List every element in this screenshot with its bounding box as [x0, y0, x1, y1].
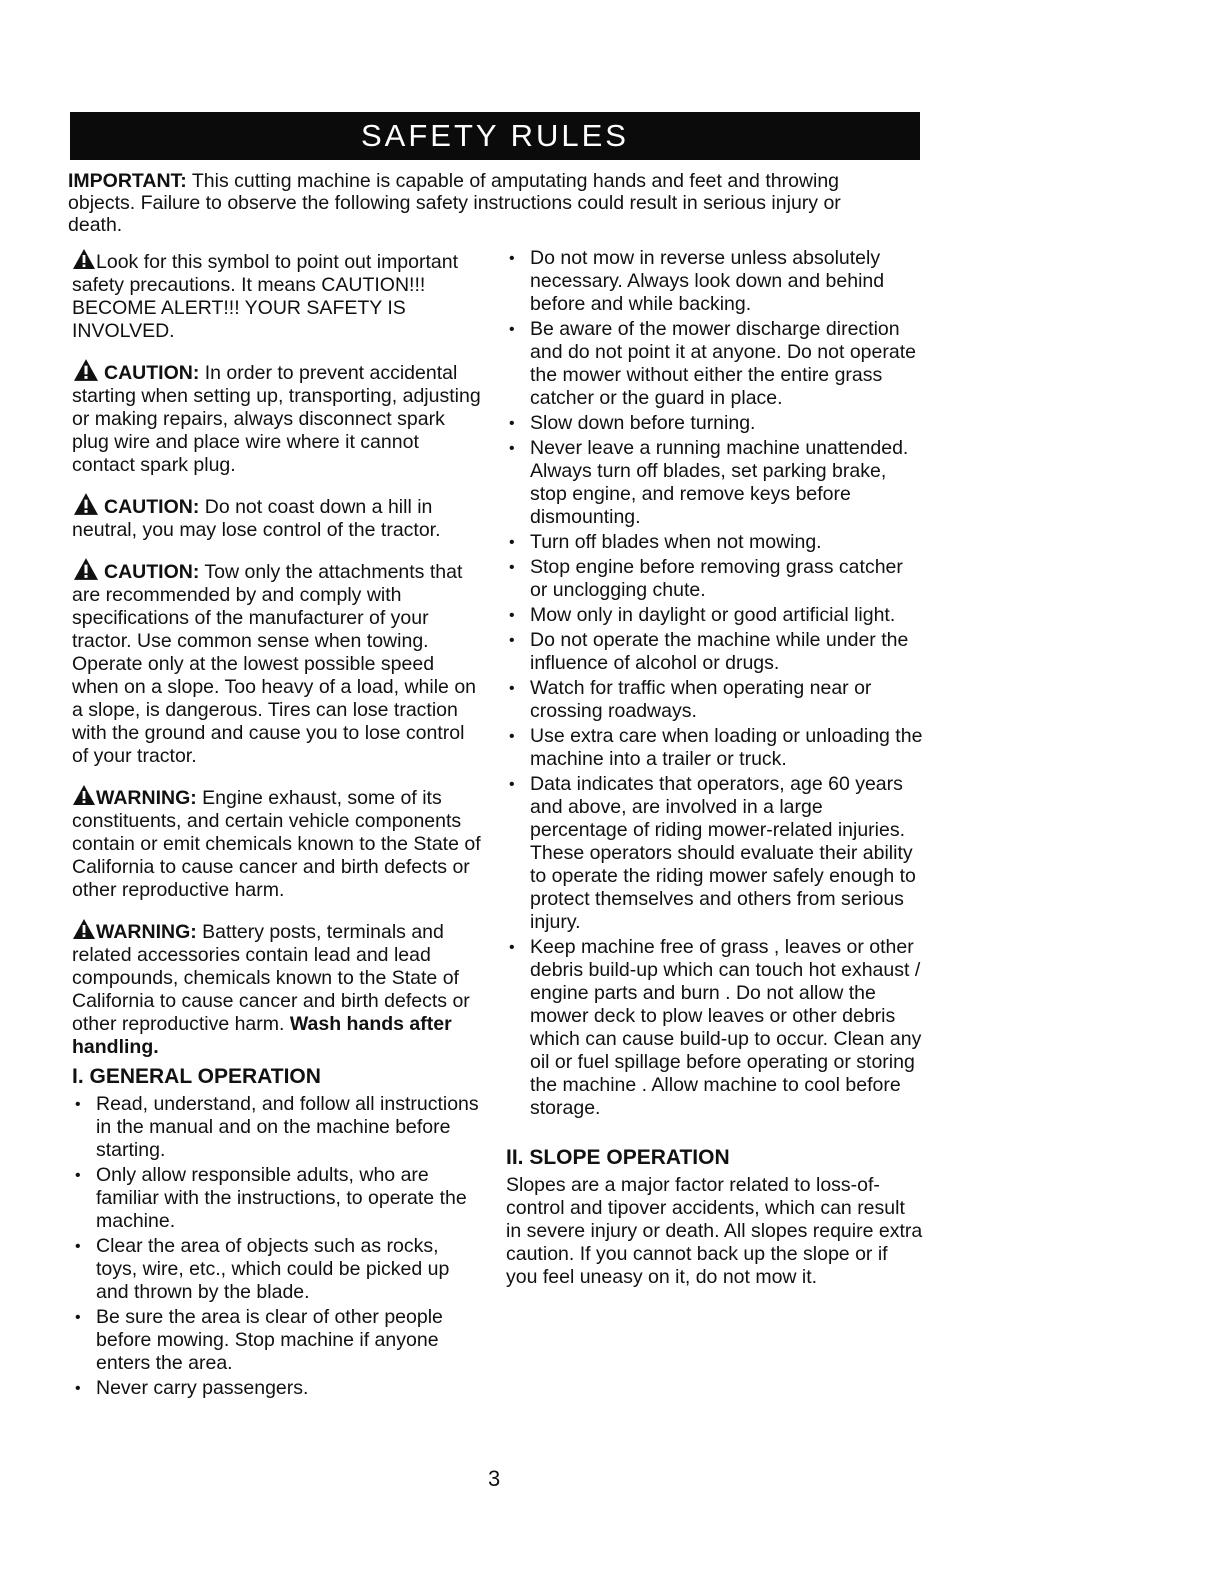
list-item: • Read, understand, and follow all instructions in the manual and on the machine before starting. [72, 1093, 482, 1162]
caution-label: CAUTION: [104, 362, 200, 384]
warning-triangle-icon [72, 917, 96, 941]
caution-block [72, 557, 482, 768]
warning-triangle-icon [72, 247, 96, 271]
right-column [506, 247, 924, 1304]
important-text: This cutting machine is capable of amputating hands and feet and throwing objects. Failure to observe the following safety instructions could result in serious injury or death. [68, 170, 841, 236]
list-item: • Do not mow in reverse unless absolutely necessary. Always look down and behind before and while backing. [506, 247, 924, 316]
list-item: • Only allow responsible adults, who are familiar with the instructions, to operate the machine. [72, 1164, 482, 1233]
caution-text: Tow only the attachments that are recommended by and comply with specifications of the manufacturer of your tractor. Use common sense when towing. Operate only at the lowest possible speed when on a slope. Too heavy of a load, while on a slope, is dangerous. Tires can lose traction with the ground and cause you to lose control of your tractor. [72, 561, 477, 767]
list-item: • Turn off blades when not mowing. [506, 531, 924, 554]
warning-label: WARNING: [96, 787, 197, 809]
list-item: • Clear the area of objects such as rocks, toys, wire, etc., which could be picked up and thrown by the blade. [72, 1235, 482, 1304]
warning-text: Battery posts, terminals and related accessories contain lead and lead compounds, chemicals known to the State of California to cause cancer and birth defects or other reproductive harm. [72, 921, 470, 1035]
important-label: IMPORTANT: [68, 170, 187, 192]
warning-triangle-icon [72, 783, 96, 807]
list-item: • Data indicates that operators, age 60 years and above, are involved in a large percentage of riding mower-related injuries. These operators should evaluate their ability to operate the riding mower safely enough to protect themselves and others from serious injury. [506, 773, 924, 934]
section-banner [70, 112, 920, 160]
caution-text: In order to prevent accidental starting when setting up, transporting, adjusting or making repairs, always disconnect spark plug wire and place wire where it cannot contact spark plug. [72, 362, 481, 476]
warning-block [72, 783, 482, 902]
important-notice [68, 170, 888, 236]
list-item: • Never leave a running machine unattended. Always turn off blades, set parking brake, stop engine, and remove keys before dismounting. [506, 437, 924, 529]
symbol-note-text: Look for this symbol to point out important safety precautions. It means CAUTION!!! BECOME ALERT!!! YOUR SAFETY IS INVOLVED. [72, 251, 459, 342]
list-item: • Keep machine free of grass , leaves or other debris build-up which can touch hot exhaust / engine parts and burn . Do not allow the mower deck to plow leaves or other debris which can cause build-up to occur. Clean any oil or fuel spillage before operating or storing the machine . Allow machine to cool before storage. [506, 936, 924, 1120]
caution-label: CAUTION: [104, 496, 200, 518]
slope-operation-heading: II. SLOPE OPERATION [506, 1146, 730, 1169]
warning-block [72, 917, 482, 1059]
general-operation-list-continued [506, 247, 924, 1120]
symbol-note [72, 247, 482, 343]
list-item: • Do not operate the machine while under the influence of alcohol or drugs. [506, 629, 924, 675]
slope-operation-text: Slopes are a major factor related to loss-of-control and tipover accidents, which can result in severe injury or death. All slopes require extra caution. If you cannot back up the slope or if you feel uneasy on it, do not mow it. [506, 1174, 923, 1288]
banner-title: SAFETY RULES [360, 118, 629, 153]
warning-emphasis: Wash hands after handling. [72, 1013, 452, 1058]
list-item: • Watch for traffic when operating near or crossing roadways. [506, 677, 924, 723]
general-operation-heading: I. GENERAL OPERATION [72, 1065, 321, 1088]
list-item: • Stop engine before removing grass catcher or unclogging chute. [506, 556, 924, 602]
warning-triangle-icon [72, 492, 100, 516]
general-operation-list [72, 1093, 482, 1400]
list-item: • Be sure the area is clear of other people before mowing. Stop machine if anyone enters the area. [72, 1306, 482, 1375]
list-item: • Be aware of the mower discharge direction and do not point it at anyone. Do not operate the mower without either the entire grass catcher or the guard in place. [506, 318, 924, 410]
left-column [72, 247, 482, 1402]
caution-label: CAUTION: [104, 561, 200, 583]
list-item: • Mow only in daylight or good artificial light. [506, 604, 924, 627]
list-item: • Never carry passengers. [72, 1377, 482, 1400]
warning-triangle-icon [72, 358, 100, 382]
caution-text: Do not coast down a hill in neutral, you may lose control of the tractor. [72, 496, 441, 541]
caution-block [72, 358, 482, 477]
warning-triangle-icon [72, 557, 100, 581]
list-item: • Slow down before turning. [506, 412, 924, 435]
warning-label: WARNING: [96, 921, 197, 943]
warning-text: Engine exhaust, some of its constituents, and certain vehicle components contain or emit chemicals known to the State of California to cause cancer and birth defects or other reproductive harm. [72, 787, 481, 901]
page-number: 3 [488, 1466, 501, 1491]
list-item: • Use extra care when loading or unloading the machine into a trailer or truck. [506, 725, 924, 771]
caution-block [72, 492, 482, 542]
